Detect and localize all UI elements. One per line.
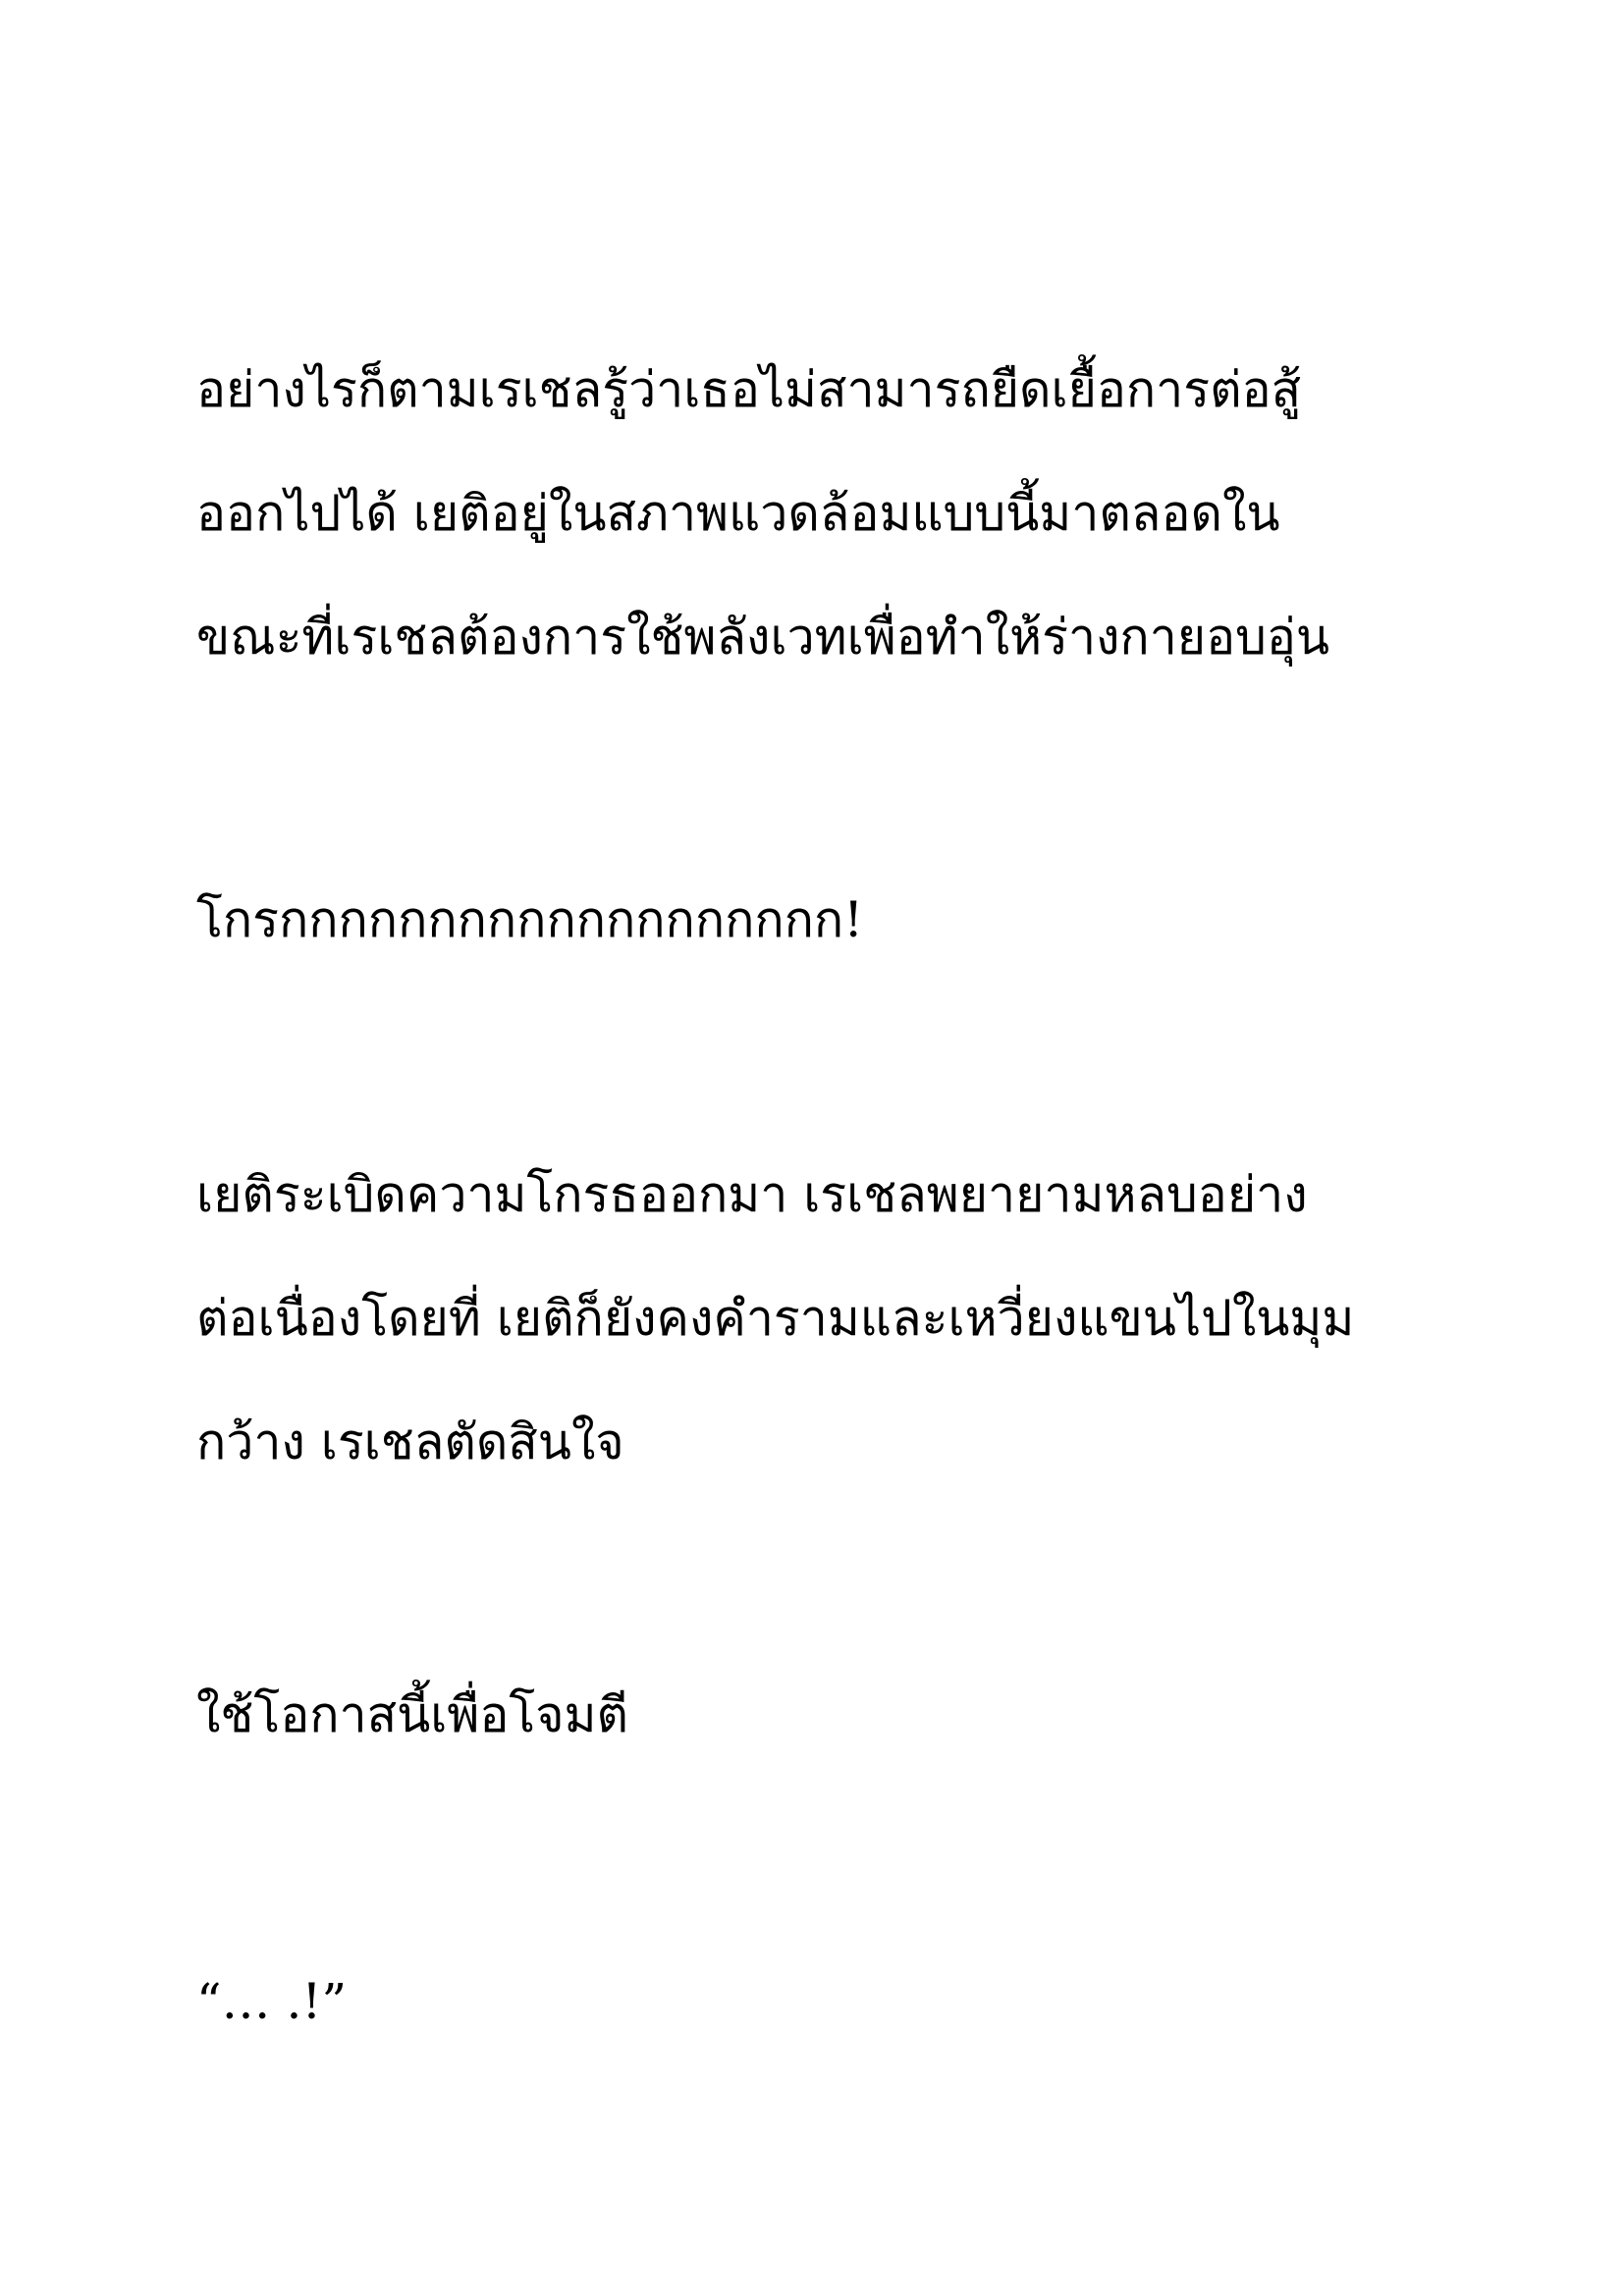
paragraph-1-line-3: ขณะที่เรเชลต้องการใช้พลังเวทเพื่อทำให้ร่างกายอบอุ่น	[196, 609, 1330, 666]
paragraph-3-line-2: ต่อเนื่องโดยที่ เยติก็ยังคงคำรามและเหวี่ยงแขนไปในมุม	[196, 1290, 1355, 1347]
paragraph-3-line-3: กว้าง เรเชลตัดสินใจ	[196, 1414, 624, 1470]
paragraph-1-line-2: ออกไปได้ เยติอยู่ในสภาพแวดล้อมแบบนี้มาตลอดใน	[196, 485, 1280, 542]
paragraph-3-line-1: เยติระเบิดความโกรธออกมา เรเชลพยายามหลบอย่าง	[196, 1166, 1308, 1223]
paragraph-4-line-1: ใช้โอกาสนี้เพื่อโจมตี	[196, 1686, 628, 1743]
paragraph-2-line-1: โกรกกกกกกกกกกกกกกกกกกก!	[196, 891, 864, 948]
paragraph-5-line-1: “… .!”	[196, 1973, 348, 2030]
paragraph-1-line-1: อย่างไรก็ตามเรเชลรู้ว่าเธอไม่สามารถยืดเยื้อการต่อสู้	[196, 361, 1302, 418]
